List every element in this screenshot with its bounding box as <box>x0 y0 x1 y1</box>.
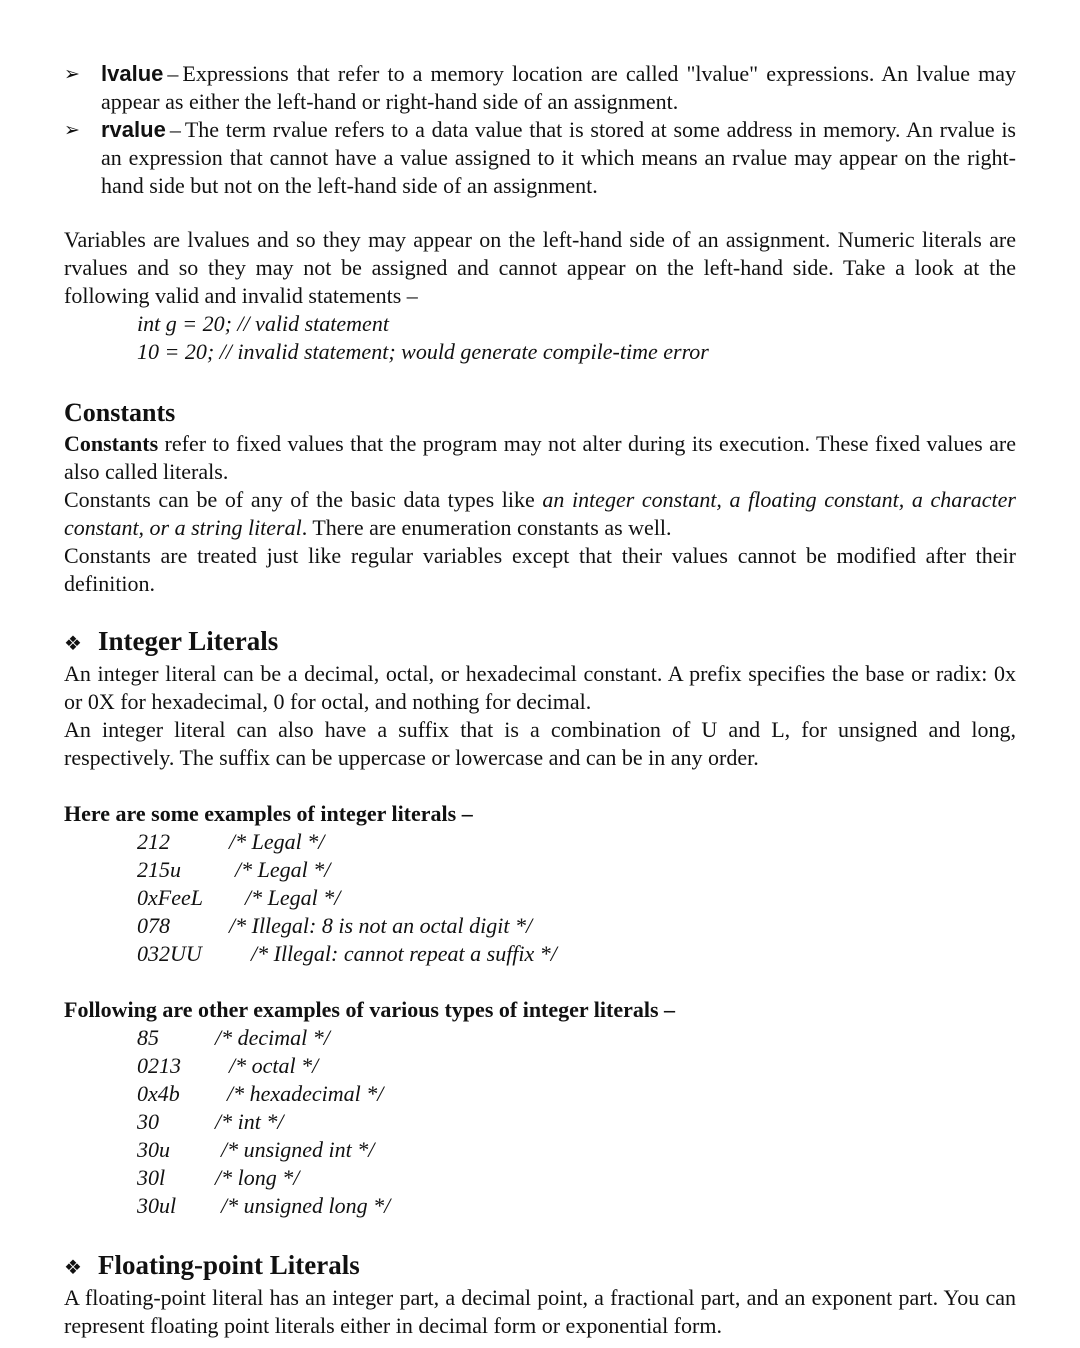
constants-section <box>64 396 1016 598</box>
term-text: Expressions that refer to a memory location are called "lvalue" expressions. An lvalue may appear as either the left-hand or right-hand side of an assignment. <box>101 61 1016 114</box>
example-row: 30ul /* unsigned long */ <box>137 1193 391 1218</box>
example-row: 215u /* Legal */ <box>137 857 331 882</box>
invalid-statement: 10 = 20; // invalid statement; would generate compile-time error <box>137 339 709 364</box>
constants-paragraph-1: Constants refer to fixed values that the program may not alter during its execution. These fixed values are also called literals. <box>64 431 1016 484</box>
constants-heading: Constants <box>64 398 176 427</box>
floating-literals-heading: ❖ Floating-point Literals <box>64 1248 1016 1284</box>
integer-types-list <box>64 1024 1016 1220</box>
arrow-bullet-icon: ➢ <box>64 119 80 141</box>
term-definition-list <box>64 60 1016 200</box>
floating-literals-section <box>64 1248 1016 1340</box>
example-row: 30l /* long */ <box>137 1165 300 1190</box>
term-label: rvalue <box>101 117 166 142</box>
integer-literals-paragraph-1: An integer literal can be a decimal, octal, or hexadecimal constant. A prefix specifies the base or radix: 0x or 0X for hexadecimal, 0 for octal, and nothing for decimal. <box>64 661 1016 714</box>
example-row: 078 /* Illegal: 8 is not an octal digit */ <box>137 913 533 938</box>
example-row: 0xFeeL /* Legal */ <box>137 885 341 910</box>
rvalue-definition: ➢ rvalue – The term rvalue refers to a data value that is stored at some address in memory. An rvalue is an expression that cannot have a value assigned to it which means an rvalue may appear on the right-hand side but not on the left-hand side of an assignment. <box>64 117 1016 198</box>
lvalue-definition: ➢ lvalue – Expressions that refer to a memory location are called "lvalue" expressions. An lvalue may appear as either the left-hand or right-hand side of an assignment. <box>64 61 1016 114</box>
example-row: 85 /* decimal */ <box>137 1025 330 1050</box>
example-row: 30u /* unsigned int */ <box>137 1137 375 1162</box>
integer-literals-paragraph-2: An integer literal can also have a suffix that is a combination of U and L, for unsigned and long, respectively. The suffix can be uppercase or lowercase and can be in any order. <box>64 717 1016 770</box>
diamond-bullet-icon: ❖ <box>64 1255 82 1279</box>
constants-paragraph-3: Constants are treated just like regular variables except that their values cannot be modified after their definition. <box>64 543 1016 596</box>
example-row: 212 /* Legal */ <box>137 829 325 854</box>
example-row: 30 /* int */ <box>137 1109 284 1134</box>
term-text: The term rvalue refers to a data value that is stored at some address in memory. An rvalue is an expression that cannot have a value assigned to it which means an rvalue may appear on the right-hand side but not on the left-hand side of an assignment. <box>101 117 1016 198</box>
other-examples-lead: Following are other examples of various types of integer literals – <box>64 997 676 1022</box>
example-row: 0x4b /* hexadecimal */ <box>137 1081 384 1106</box>
integer-examples-list <box>64 828 1016 968</box>
constants-paragraph-2: Constants can be of any of the basic data types like an integer constant, a floating constant, a character constant, or a string literal. There are enumeration constants as well. <box>64 487 1016 540</box>
diamond-bullet-icon: ❖ <box>64 631 82 655</box>
statement-examples <box>64 310 1016 366</box>
example-row: 032UU /* Illegal: cannot repeat a suffix */ <box>137 941 557 966</box>
integer-literals-heading: ❖ Integer Literals <box>64 624 1016 660</box>
integer-literals-section <box>64 624 1016 1220</box>
valid-statement: int g = 20; // valid statement <box>137 311 389 336</box>
arrow-bullet-icon: ➢ <box>64 63 80 85</box>
floating-literals-paragraph: A floating-point literal has an integer part, a decimal point, a fractional part, and an exponent part. You can represent floating point literals either in decimal form or exponential form. <box>64 1285 1016 1338</box>
term-label: lvalue <box>101 61 164 86</box>
example-row: 0213 /* octal */ <box>137 1053 319 1078</box>
lvalues-paragraph: Variables are lvalues and so they may appear on the left-hand side of an assignment. Numeric literals are rvalues and so they may not be assigned and cannot appear on the left-hand side. Take a look at the following valid and invalid statements – <box>64 227 1016 308</box>
examples-lead: Here are some examples of integer literals – <box>64 801 473 826</box>
document-page <box>64 60 1016 1340</box>
